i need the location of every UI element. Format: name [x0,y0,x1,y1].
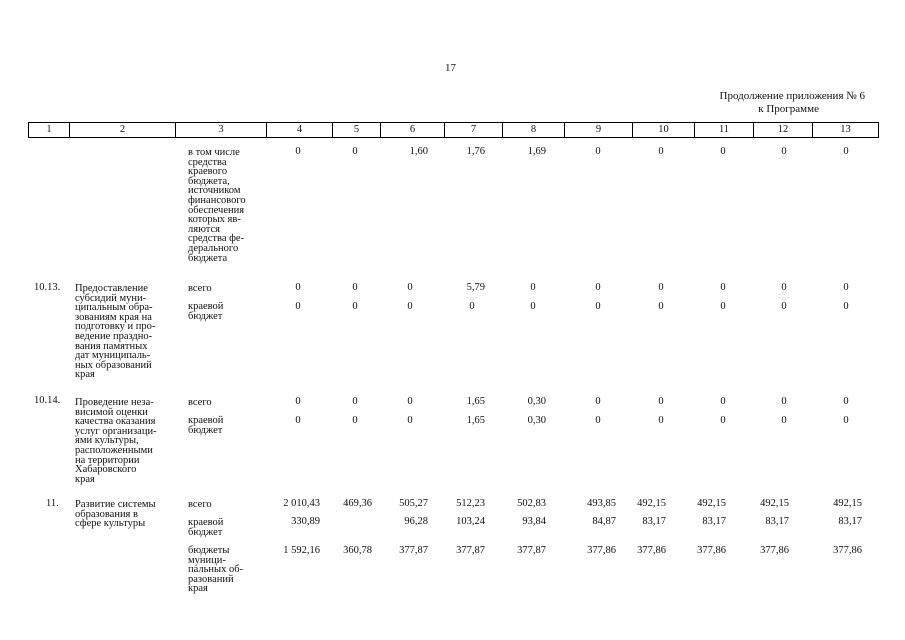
value-cell: 0 [781,396,787,407]
value-cell: 330,89 [291,516,320,527]
source-label: краевой бюджет [188,415,224,436]
value-cell: 0 [295,146,301,157]
value-cell: 84,87 [592,516,616,527]
value-cell: 0 [595,146,601,157]
value-cell: 83,17 [765,516,789,527]
value-cell: 0 [469,301,475,312]
col-header: 6 [381,123,445,138]
value-cell: 0 [781,282,787,293]
value-cell: 0 [720,301,726,312]
value-cell: 505,27 [399,498,428,509]
value-cell: 0 [595,282,601,293]
value-cell: 0 [530,301,536,312]
source-label: бюджеты муници- пальных об- разований края [188,545,244,595]
value-cell: 0 [295,396,301,407]
value-cell: 502,83 [517,498,546,509]
value-cell: 377,87 [517,545,546,556]
value-cell: 0 [781,301,787,312]
value-cell: 492,15 [833,498,862,509]
value-cell: 103,24 [456,516,485,527]
value-cell: 0 [781,146,787,157]
value-cell: 96,28 [404,516,428,527]
value-cell: 360,78 [343,545,372,556]
col-header: 5 [333,123,381,138]
value-cell: 0 [720,415,726,426]
value-cell: 0 [352,396,358,407]
value-cell: 0 [407,415,413,426]
value-cell: 0 [352,146,358,157]
source-label: краевой бюджет [188,517,224,538]
value-cell: 0 [407,301,413,312]
value-cell: 0 [781,415,787,426]
row-title: Развитие системы образования в сфере культуры [75,499,156,530]
value-cell: 1,76 [466,146,485,157]
value-cell: 0,30 [527,396,546,407]
col-header: 7 [445,123,503,138]
value-cell: 0 [843,282,849,293]
value-cell: 0 [595,415,601,426]
value-cell: 377,86 [587,545,616,556]
value-cell: 0 [295,415,301,426]
page-number: 17 [445,62,456,74]
value-cell: 0 [843,396,849,407]
col-header: 4 [267,123,333,138]
value-cell: 0 [720,396,726,407]
value-cell: 0 [658,396,664,407]
value-cell: 0 [407,282,413,293]
value-cell: 512,23 [456,498,485,509]
value-cell: 0 [530,282,536,293]
value-cell: 0 [407,396,413,407]
value-cell: 377,87 [399,545,428,556]
row-number: 11. [46,498,59,509]
col-header: 3 [176,123,267,138]
source-label: краевой бюджет [188,301,224,322]
value-cell: 83,17 [642,516,666,527]
value-cell: 93,84 [522,516,546,527]
value-cell: 469,36 [343,498,372,509]
value-cell: 0 [843,415,849,426]
value-cell: 0 [658,282,664,293]
value-cell: 0 [595,396,601,407]
value-cell: 1,69 [527,146,546,157]
value-cell: 1,65 [466,415,485,426]
value-cell: 2 010,43 [283,498,320,509]
value-cell: 0 [595,301,601,312]
value-cell: 377,86 [697,545,726,556]
col-header: 1 [29,123,70,138]
value-cell: 377,87 [456,545,485,556]
value-cell: 0 [658,146,664,157]
value-cell: 492,15 [760,498,789,509]
value-cell: 0 [352,282,358,293]
value-cell: 0 [295,282,301,293]
value-cell: 1,60 [409,146,428,157]
value-cell: 1,65 [466,396,485,407]
source-total-label: всего [188,397,212,408]
value-cell: 0 [720,146,726,157]
value-cell: 0 [843,146,849,157]
row-number: 10.14. [34,395,61,406]
value-cell: 0 [843,301,849,312]
value-cell: 83,17 [838,516,862,527]
value-cell: 1 592,16 [283,545,320,556]
row-number: 10.13. [34,282,61,293]
value-cell: 0,30 [527,415,546,426]
value-cell: 0 [295,301,301,312]
value-cell: 377,86 [637,545,666,556]
source-total-label: всего [188,499,212,510]
col-header: 11 [695,123,754,138]
continuation-subtitle: к Программе [758,103,819,115]
value-cell: 493,85 [587,498,616,509]
source-total-label: всего [188,283,212,294]
funding-source-text: в том числе средства краевого бюджета, источником финансового обеспечения которых яв- ляются средства фе- дерального бюджета [188,147,246,264]
value-cell: 0 [658,415,664,426]
col-header: 2 [70,123,176,138]
row-title: Проведение неза- висимой оценки качества оказания услуг организаци- ями культуры, расположенными на территории Хабаровского края [75,397,157,485]
value-cell: 377,86 [833,545,862,556]
value-cell: 83,17 [702,516,726,527]
col-header: 9 [565,123,633,138]
col-header: 13 [813,123,879,138]
row-title: Предоставление субсидий муни- ципальным обра- зованиям края на подготовку и про- ведение праздно- вания памятных дат муниципаль- ных образований края [75,283,156,381]
value-cell: 492,15 [697,498,726,509]
value-cell: 377,86 [760,545,789,556]
value-cell: 0 [658,301,664,312]
column-number-header [28,122,879,138]
value-cell: 0 [720,282,726,293]
continuation-title: Продолжение приложения № 6 [719,90,865,102]
value-cell: 492,15 [637,498,666,509]
col-header: 10 [633,123,695,138]
col-header: 12 [754,123,813,138]
value-cell: 0 [352,301,358,312]
value-cell: 5,79 [466,282,485,293]
col-header: 8 [503,123,565,138]
value-cell: 0 [352,415,358,426]
